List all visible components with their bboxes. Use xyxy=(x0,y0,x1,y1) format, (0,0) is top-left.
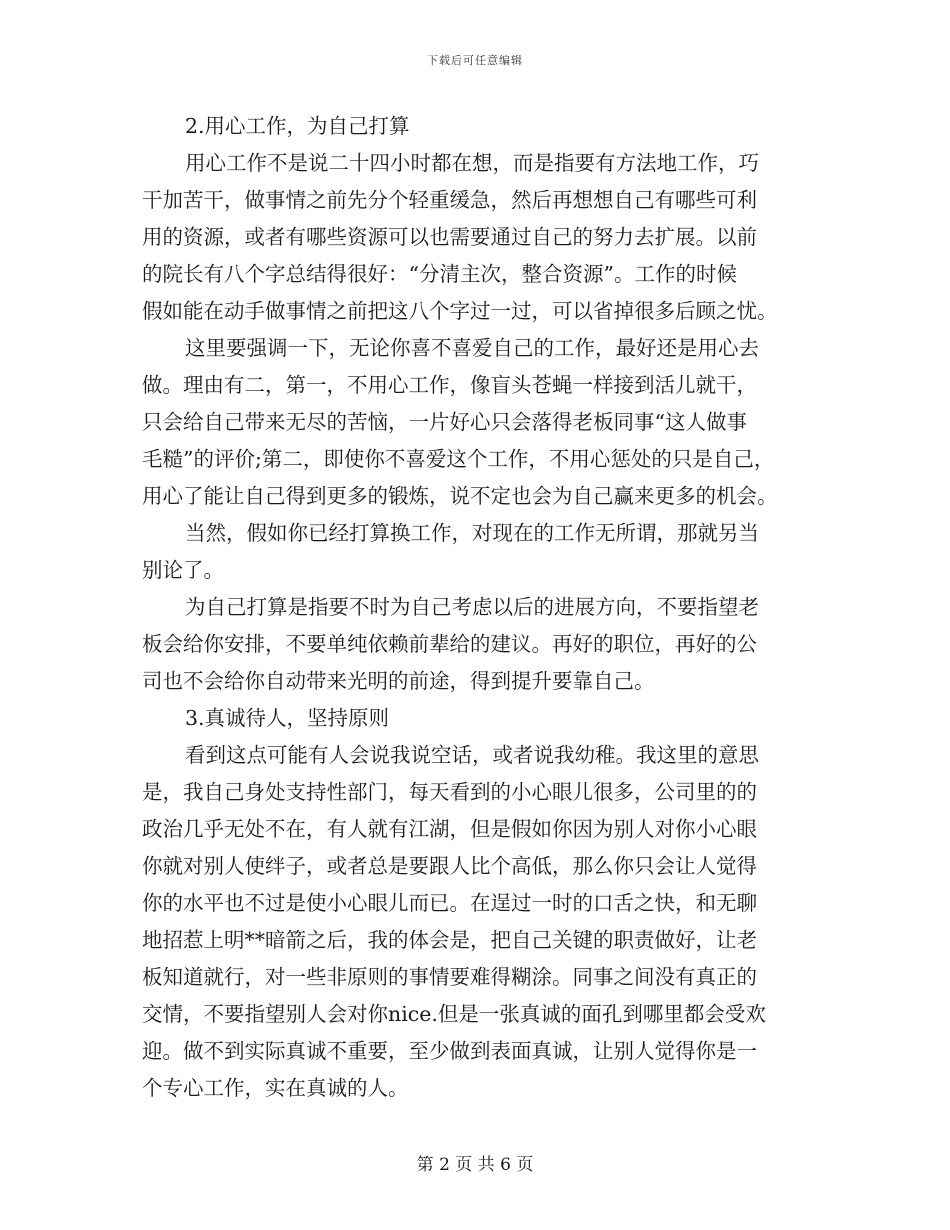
text-line: 3.真诚待人，坚持原则 xyxy=(185,706,390,730)
text-line: 用心工作不是说二十四小时都在想，而是指要有方法地工作，巧 xyxy=(185,151,759,175)
text-line: 别论了。 xyxy=(142,558,224,582)
text-line: 假如能在动手做事情之前把这八个字过一过，可以省掉很多后顾之忧。 xyxy=(142,299,778,323)
text-line: 板会给你安排，不要单纯依赖前辈给的建议。再好的职位，再好的公 xyxy=(142,632,757,656)
text-line: 用心了能让自己得到更多的锻炼，说不定也会为自己赢来更多的机会。 xyxy=(142,484,778,508)
text-line: 这里要强调一下，无论你喜不喜爱自己的工作，最好还是用心去 xyxy=(185,336,759,360)
text-line: 是，我自己身处支持性部门，每天看到的小心眼儿很多，公司里的的 xyxy=(142,780,757,804)
text-line: 只会给自己带来无尽的苦恼，一片好心只会落得老板同事“这人做事 xyxy=(142,410,747,434)
page-number: 第 2 页 共 6 页 xyxy=(416,1155,534,1175)
text-line: 迎。做不到实际真诚不重要，至少做到表面真诚，让别人觉得你是一 xyxy=(142,1039,757,1063)
text-line: 你就对别人使绊子，或者总是要跟人比个高低，那么你只会让人觉得 xyxy=(142,854,757,878)
text-line: 2.用心工作，为自己打算 xyxy=(185,114,410,138)
text-line: 个专心工作，实在真诚的人。 xyxy=(142,1076,409,1100)
text-line: 为自己打算是指要不时为自己考虑以后的进展方向，不要指望老 xyxy=(185,595,759,619)
text-line: 司也不会给你自动带来光明的前途，得到提升要靠自己。 xyxy=(142,669,655,693)
text-line: 当然，假如你已经打算换工作，对现在的工作无所谓，那就另当 xyxy=(185,521,759,545)
text-line: 地招惹上明**暗箭之后，我的体会是，把自己关键的职责做好，让老 xyxy=(142,928,757,952)
page-header: 下载后可任意编辑 xyxy=(427,54,523,67)
text-line: 用的资源，或者有哪些资源可以也需要通过自己的努力去扩展。以前 xyxy=(142,225,757,249)
document-body xyxy=(142,108,814,1107)
text-line: 政治几乎无处不在，有人就有江湖，但是假如你因为别人对你小心眼 xyxy=(142,817,757,841)
text-line: 看到这点可能有人会说我说空话，或者说我幼稚。我这里的意思 xyxy=(185,743,759,767)
text-line: 毛糙”的评价;第二，即使你不喜爱这个工作，不用心惩处的只是自己， xyxy=(142,447,775,471)
text-line: 干加苦干，做事情之前先分个轻重缓急，然后再想想自己有哪些可利 xyxy=(142,188,757,212)
text-line: 你的水平也不过是使小心眼儿而已。在逞过一时的口舌之快，和无聊 xyxy=(142,891,757,915)
text-line: 板知道就行，对一些非原则的事情要难得糊涂。同事之间没有真正的 xyxy=(142,965,757,989)
text-line: 交情，不要指望别人会对你nice.但是一张真诚的面孔到哪里都会受欢 xyxy=(142,1002,766,1026)
text-line: 的院长有八个字总结得很好：“分清主次，整合资源”。工作的时候 xyxy=(142,262,737,286)
text-line: 做。理由有二，第一，不用心工作，像盲头苍蝇一样接到活儿就干， xyxy=(142,373,757,397)
